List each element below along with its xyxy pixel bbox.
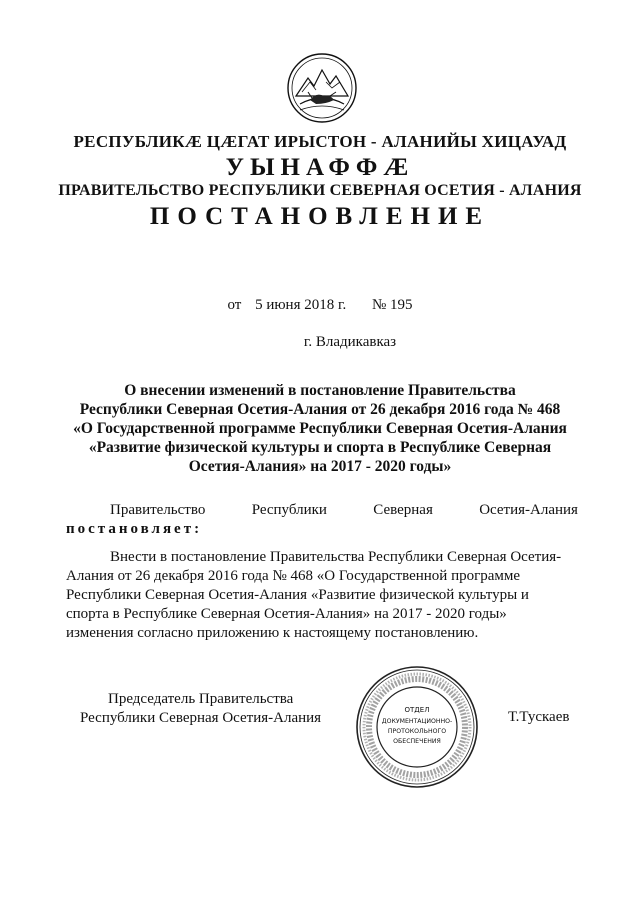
dateline-from-label: от — [227, 297, 242, 313]
preamble-word: Правительство — [110, 502, 206, 518]
body-line: Внести в постановление Правительства Республики Северная Осетия- — [110, 549, 562, 565]
stamp-text: ОТДЕЛ — [404, 706, 430, 714]
document-title — [0, 381, 640, 476]
russian-government-line: ПРАВИТЕЛЬСТВО РЕСПУБЛИКИ СЕВЕРНАЯ ОСЕТИЯ - АЛАНИЯ — [58, 182, 582, 199]
preamble-word: Северная — [373, 502, 433, 518]
city: г. Владикавказ — [303, 334, 397, 350]
official-stamp — [354, 664, 480, 790]
coat-of-arms-emblem — [286, 52, 358, 124]
ossetian-document-type: УЫНАФФӔ — [225, 154, 415, 181]
preamble-line — [66, 502, 578, 519]
ossetian-government-line: РЕСПУБЛИКӔ ЦӔГАТ ИРЫСТОН - АЛАНИЙЫ ХИЦАУАД — [73, 132, 567, 151]
stamp-text: ДОКУМЕНТАЦИОННО- — [381, 718, 453, 725]
signatory-name: Т.Тускаев — [508, 709, 570, 725]
body-line: спорта в Республике Северная Осетия-Алания» на 2017 - 2020 годы» — [66, 606, 507, 622]
stamp-text: ПРОТОКОЛЬНОГО — [387, 728, 447, 735]
document-number: № 195 — [371, 297, 413, 313]
body-line: Алания от 26 декабря 2016 года № 468 «О Государственной программе — [66, 568, 521, 584]
stamp-text: ОБЕСПЕЧЕНИЯ — [393, 738, 441, 745]
position-line: Председатель Правительства — [108, 691, 294, 707]
title-line: О внесении изменений в постановление Правительства — [124, 382, 516, 399]
preamble-word: Республики — [251, 502, 327, 518]
title-line: Республики Северная Осетия-Алания от 26 декабря 2016 года № 468 — [79, 401, 561, 418]
decree-word: постановляет: — [66, 521, 203, 537]
russian-document-type: ПОСТАНОВЛЕНИЕ — [149, 203, 491, 230]
body-line: Республики Северная Осетия-Алания «Развитие физической культуры и — [66, 587, 529, 603]
preamble-word: Осетия-Алания — [479, 502, 578, 518]
decree-body — [66, 548, 578, 643]
signatory-position — [80, 690, 321, 728]
document-date: 5 июня 2018 г. — [255, 297, 347, 313]
title-line: «Развитие физической культуры и спорта в Республике Северная — [88, 439, 552, 456]
position-line: Республики Северная Осетия-Алания — [80, 710, 322, 726]
title-line: Осетия-Алания» на 2017 - 2020 годы» — [188, 458, 452, 475]
title-line: «О Государственной программе Республики Северная Осетия-Алания — [73, 420, 567, 437]
dateline — [0, 297, 640, 314]
body-line: изменения согласно приложению к настоящему постановлению. — [66, 625, 479, 641]
